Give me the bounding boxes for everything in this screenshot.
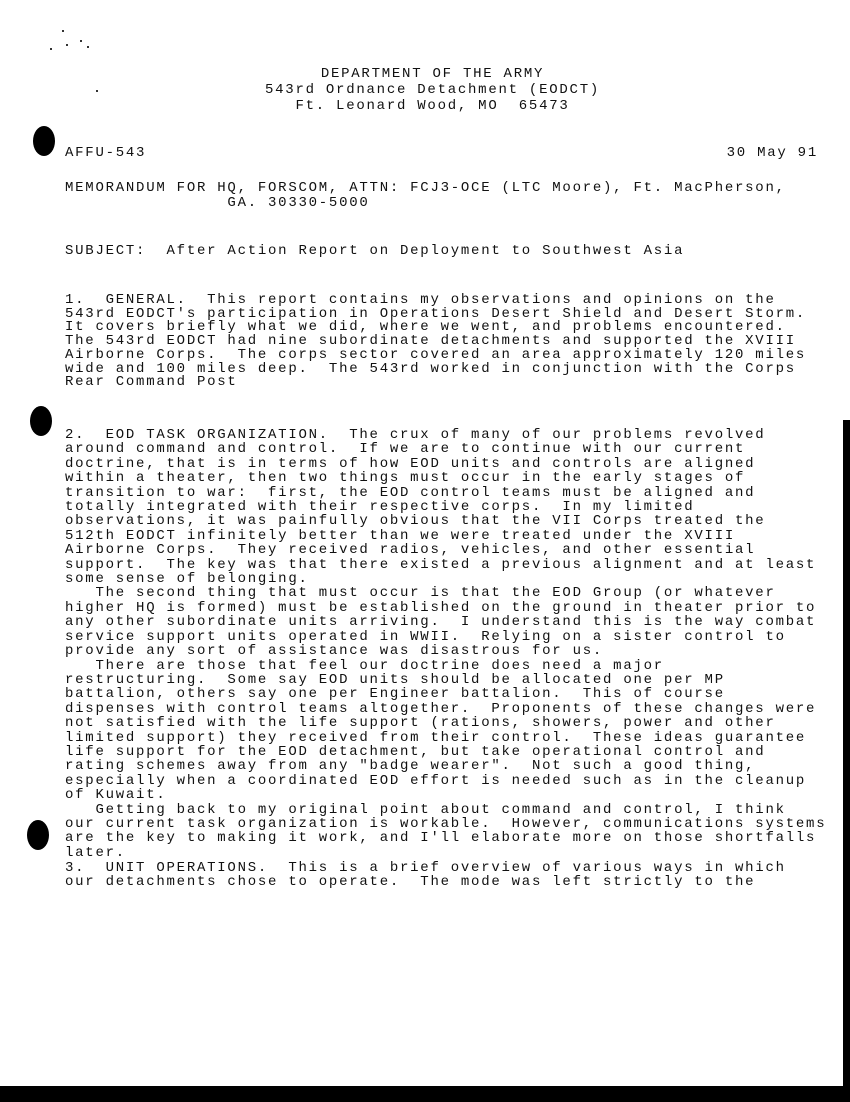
subject-line: SUBJECT: After Action Report on Deployment to Southwest Asia	[65, 243, 685, 259]
memorandum-for: MEMORANDUM FOR HQ, FORSCOM, ATTN: FCJ3-OCE (LTC Moore), Ft. MacPherson, GA. 30330-5000	[65, 180, 786, 211]
paragraph-unit-operations: 3. UNIT OPERATIONS. This is a brief overview of various ways in which our detachments chose to operate. The mode was left strictly to the	[65, 860, 786, 891]
scan-speck	[50, 48, 52, 50]
binder-hole	[33, 126, 55, 156]
scan-speck	[66, 44, 68, 46]
office-symbol: AFFU-543	[65, 145, 147, 161]
scan-speck	[87, 46, 89, 48]
memo-date: 30 May 91	[726, 145, 818, 161]
binder-hole	[27, 820, 49, 850]
letterhead-unit: 543rd Ordnance Detachment (EODCT)	[265, 82, 600, 98]
binder-hole	[30, 406, 52, 436]
scan-bottom-border	[0, 1086, 850, 1102]
letterhead-department: DEPARTMENT OF THE ARMY	[320, 66, 545, 82]
letterhead-address: Ft. Leonard Wood, MO 65473	[295, 98, 570, 114]
paragraph-task-organization: 2. EOD TASK ORGANIZATION. The crux of many of our problems revolved around command and control. If we are to continue with our current doctrine, that is in terms of how EOD units and controls are aligned within a theater, then two things must occur in the early stages of transition to war: first, the EOD control teams must be aligned and totally integrated with their respective corps. In my limited observations, it was painfully obvious that the VII Corps treated the 512th EODCT infinitely better than we were treated under the XVIII Airborne Corps. They received radios, vehicles, and other essential support. The key was that there existed a previous alignment and at least some sense of belonging. The second thing that must occur is that the EOD Group (or whatever higher HQ is formed) must be established on the ground in theater prior to any other subordinate units arriving. I understand this is the way combat service support units operated in WWII. Relying on a sister control to provide any sort of assistance was disastrous for us. There are those that feel our doctrine does need a major restructuring. Some say EOD units should be allocated one per MP battalion, others say one per Engineer battalion. This of course dispenses with control teams altogether. Proponents of these changes were not satisfied with the life support (rations, showers, power and other limited support) they received from their control. These ideas guarantee life support for the EOD detachment, but take operational control and rating schemes away from any "badge wearer". Not such a good thing, especially when a coordinated EOD effort is needed such as in the cleanup of Kuwait. Getting back to my original point about command and control, I think our current task organization is workable. However, communications systems are the key to making it work, and I'll elaborate more on those shortfalls later.	[65, 427, 827, 861]
paragraph-general: 1. GENERAL. This report contains my observations and opinions on the 543rd EODCT's participation in Operations Desert Shield and Desert Storm. It covers briefly what we did, where we went, and problems encountered. The 543rd EODCT had nine subordinate detachments and supported the XVIII Airborne Corps. The corps sector covered an area approximately 120 miles wide and 100 miles deep. The 543rd worked in conjunction with the Corps Rear Command Post	[65, 292, 807, 391]
scan-speck	[80, 40, 82, 42]
scan-edge	[843, 420, 850, 1102]
scan-speck	[62, 30, 64, 32]
